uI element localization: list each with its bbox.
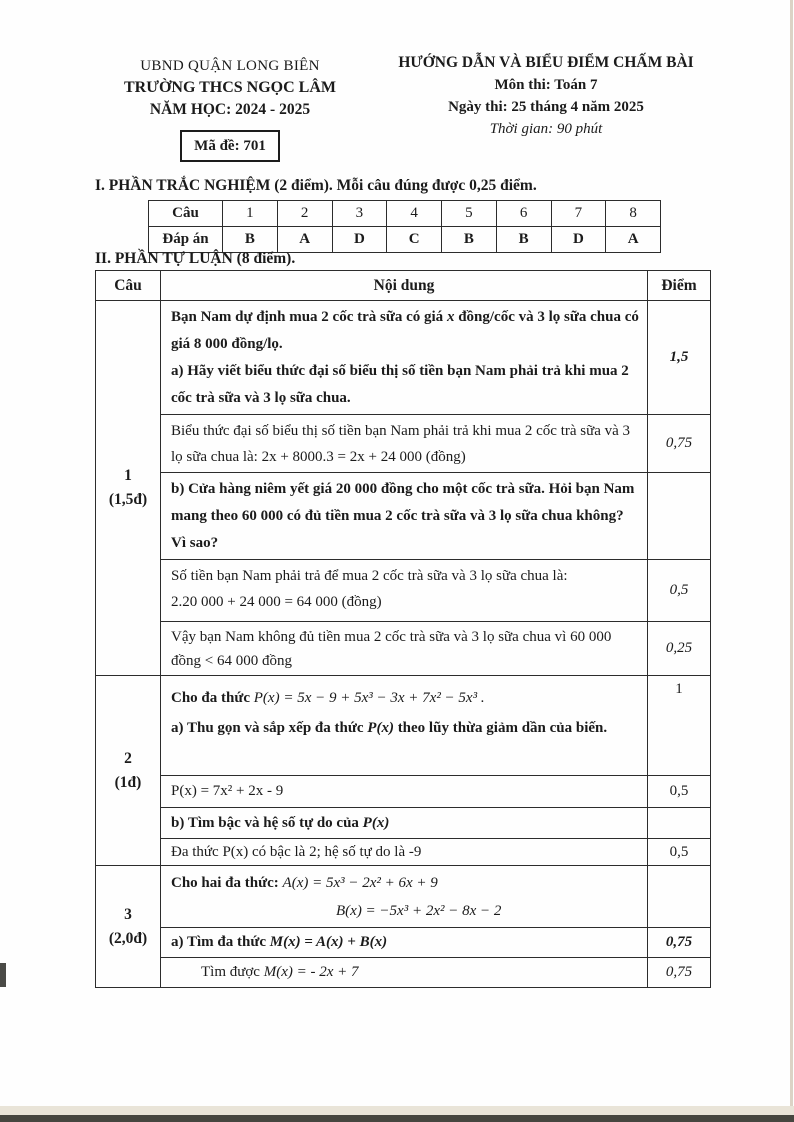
q2-degree-answer: Đa thức P(x) có bậc là 2; hệ số tự do là -9	[161, 839, 648, 866]
q3-number: 3	[124, 905, 132, 923]
q3-row2	[96, 928, 711, 958]
q2-part-a-px: P(x)	[367, 720, 394, 736]
q3-row1	[96, 866, 711, 928]
col-header-noidung: Nội dung	[161, 271, 648, 301]
mc-answer-cell: A	[606, 227, 661, 253]
col-header-diem: Điểm	[648, 271, 711, 301]
school-header-block	[88, 55, 372, 162]
q2-number-cell	[96, 676, 161, 866]
mc-question-cell: 8	[606, 201, 661, 227]
exam-header-block	[366, 52, 726, 140]
mc-question-cell: 2	[277, 201, 332, 227]
q1-points: (1,5đ)	[108, 491, 148, 508]
scan-bottom-dark-bar	[0, 1115, 794, 1122]
mc-answer-table	[148, 200, 661, 253]
q3-result-formula: M(x) = - 2x + 7	[263, 964, 359, 980]
q3-polynomial-a: A(x) = 5x³ − 2x² + 6x + 9	[282, 875, 438, 891]
q1-row2-content: Biểu thức đại số biểu thị số tiền bạn Nam phải trả khi mua 2 cốc trà sữa và 3 lọ sữa chua là: 2x + 8000.3 = 2x + 24 000 (đồng)	[161, 415, 648, 473]
q2-row4-score: 0,5	[648, 839, 711, 866]
mc-answer-cell: B	[442, 227, 497, 253]
mc-question-cell: 7	[551, 201, 606, 227]
q3-part-a-text: a) Tìm đa thức	[171, 934, 270, 950]
mc-answer-cell: D	[551, 227, 606, 253]
q2-reduced-polynomial: P(x) = 7x² + 2x - 9	[161, 776, 648, 808]
q1-row3-score	[648, 473, 711, 560]
q3-result-text: Tìm được	[201, 964, 264, 980]
q1-row5-score: 0,25	[648, 622, 711, 676]
mc-question-cell: 1	[223, 201, 278, 227]
q3-part-a-formula: M(x) = A(x) + B(x)	[269, 934, 388, 950]
q3-statement: Cho hai đa thức:	[171, 875, 283, 891]
q3-row2-score: 0,75	[648, 928, 711, 958]
q1-row4-score: 0,5	[648, 560, 711, 622]
org-line: UBND QUẬN LONG BIÊN	[140, 58, 320, 74]
year-line: NĂM HỌC: 2024 - 2025	[149, 101, 311, 118]
q3-number-cell	[96, 866, 161, 988]
col-header-cau: Câu	[96, 271, 161, 301]
mc-section-heading: I. PHẦN TRẮC NGHIỆM (2 điểm). Mỗi câu đúng được 0,25 điểm.	[95, 177, 537, 194]
mc-question-cell: 3	[332, 201, 387, 227]
q2-row3-score	[648, 808, 711, 839]
q1-solution-line1: Số tiền bạn Nam phải trả để mua 2 cốc trà sữa và 3 lọ sữa chua là:	[171, 568, 568, 584]
q1-row1-score: 1,5	[648, 301, 711, 415]
essay-grading-table	[95, 270, 711, 988]
school-line: TRƯỜNG THCS NGỌC LÂM	[123, 79, 336, 96]
mc-question-row	[149, 201, 661, 227]
q2-polynomial-formula: P(x) = 5x − 9 + 5x³ − 3x + 7x² − 5x³ .	[253, 690, 485, 706]
q1-solution-line2: 2.20 000 + 24 000 = 64 000 (đồng)	[171, 594, 382, 610]
mc-row-label-dapan: Đáp án	[149, 227, 223, 253]
q2-row1	[96, 676, 711, 776]
q1-part-b-question: b) Cửa hàng niêm yết giá 20 000 đồng cho một cốc trà sữa. Hỏi bạn Nam mang theo 60 000 có đủ tiền mua 2 cốc trà sữa và 3 lọ sữa chua không? Vì sao?	[161, 473, 648, 560]
exam-date-line: Ngày thi: 25 tháng 4 năm 2025	[448, 99, 644, 115]
q2-part-b-text: b) Tìm bậc và hệ số tự do của	[171, 814, 363, 831]
q1-number-cell	[96, 301, 161, 676]
q3-points: (2,0đ)	[108, 929, 148, 947]
q1-row1	[96, 301, 711, 415]
mc-question-cell: 5	[442, 201, 497, 227]
mc-row-label-cau: Câu	[149, 201, 223, 227]
q1-row3	[96, 473, 711, 560]
mc-answer-cell: A	[277, 227, 332, 253]
q2-part-b-question	[161, 808, 648, 839]
q3-result-row	[161, 958, 648, 988]
mc-answer-cell: D	[332, 227, 387, 253]
q1-number: 1	[124, 467, 132, 484]
q2-part-a-text1: a) Thu gọn và sắp xếp đa thức	[171, 720, 368, 736]
q1-variable-x: x	[446, 309, 455, 325]
scan-left-edge-mark	[0, 963, 6, 987]
mc-answer-row	[149, 227, 661, 253]
scan-right-edge-line	[790, 0, 793, 1106]
q1-row5	[96, 622, 711, 676]
q3-row3-score: 0,75	[648, 958, 711, 988]
q2-number: 2	[124, 749, 132, 767]
q1-row1-content	[161, 301, 648, 415]
mc-question-cell: 6	[496, 201, 551, 227]
scan-bottom-beige-strip	[0, 1106, 794, 1115]
exam-code-box: Mã đề: 701	[180, 130, 280, 162]
guide-title: HƯỚNG DẪN VÀ BIỂU ĐIỂM CHẤM BÀI	[398, 54, 694, 71]
q3-polynomial-b: B(x) = −5x³ + 2x² − 8x − 2	[336, 903, 502, 919]
q3-row3	[96, 958, 711, 988]
q1-row4-content	[161, 560, 648, 622]
mc-answer-cell: C	[387, 227, 442, 253]
q2-row2	[96, 776, 711, 808]
q2-points: (1đ)	[114, 773, 142, 791]
q1-statement-part2: đồng/cốc và 3 lọ sữa chua có giá 8 000 đồng/lọ.	[171, 309, 639, 352]
q2-row4	[96, 839, 711, 866]
q1-statement-part1: Bạn Nam dự định mua 2 cốc trà sữa có giá	[171, 309, 447, 325]
q2-part-a-text2: theo lũy thừa giảm dần của biến.	[393, 720, 608, 736]
q2-row2-score: 0,5	[648, 776, 711, 808]
q3-row1-score	[648, 866, 711, 928]
mc-answer-cell: B	[496, 227, 551, 253]
q2-part-b-px: P(x)	[362, 814, 390, 831]
q1-row2-score: 0,75	[648, 415, 711, 473]
q1-part-a-question: a) Hãy viết biểu thức đại số biểu thị số tiền bạn Nam phải trả khi mua 2 cốc trà sữa và 3 lọ sữa chua.	[171, 363, 629, 406]
q3-row1-content	[161, 866, 648, 928]
essay-section-heading: II. PHẦN TỰ LUẬN (8 điểm).	[95, 250, 296, 267]
mc-question-cell: 4	[387, 201, 442, 227]
duration-line: Thời gian: 90 phút	[489, 121, 603, 137]
q2-row1-content	[161, 676, 648, 776]
q2-row1-score: 1	[648, 676, 711, 776]
q1-row4	[96, 560, 711, 622]
q2-statement: Cho đa thức	[171, 690, 254, 706]
q1-row2	[96, 415, 711, 473]
q2-row3	[96, 808, 711, 839]
subject-line: Môn thi: Toán 7	[494, 77, 598, 93]
q1-conclusion: Vậy bạn Nam không đủ tiền mua 2 cốc trà sữa và 3 lọ sữa chua vì 60 000 đồng < 64 000 đồng	[161, 622, 648, 676]
essay-header-row	[96, 271, 711, 301]
mc-answer-cell: B	[223, 227, 278, 253]
q3-part-a-question	[161, 928, 648, 958]
